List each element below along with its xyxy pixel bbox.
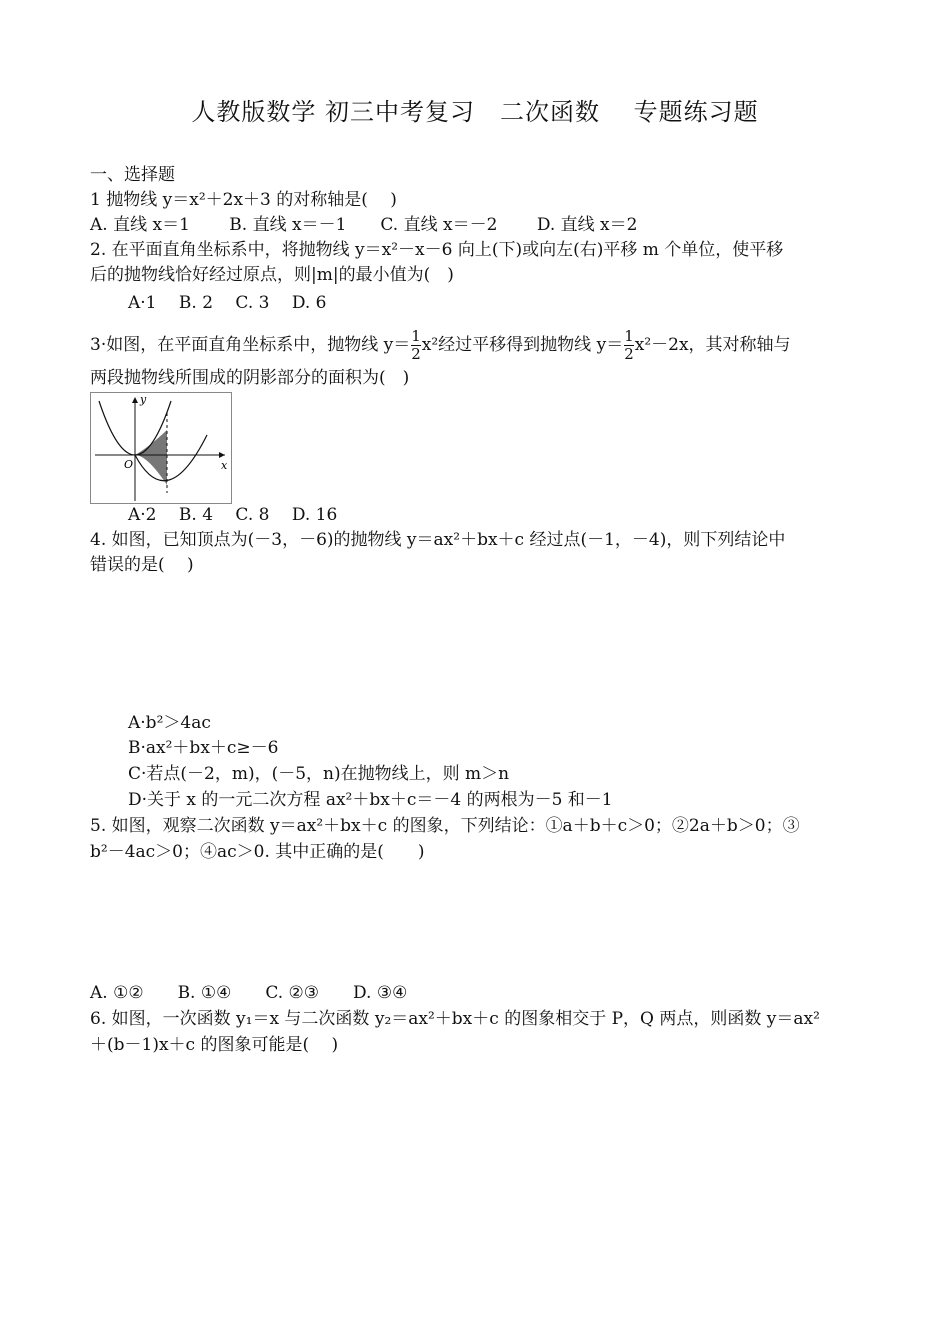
- q3-options: A·2 B. 4 C. 8 D. 16: [128, 505, 338, 525]
- q1-stem: 1 抛物线 y＝x²＋2x＋3 的对称轴是( ): [90, 190, 397, 210]
- x-axis-arrow: [219, 452, 225, 458]
- q4-stem-line2: 错误的是( ): [90, 555, 194, 575]
- shaded-region: [135, 430, 167, 485]
- q6-stem-line2: ＋(b－1)x＋c 的图象可能是( ): [90, 1035, 339, 1055]
- fraction-numerator-2: 1: [624, 327, 634, 345]
- q3-stem-line2: 两段抛物线所围成的阴影部分的面积为( ): [90, 368, 410, 388]
- y-axis-arrow: [132, 397, 138, 403]
- q5-stem-line2: b²－4ac＞0；④ac＞0. 其中正确的是( ): [90, 842, 425, 862]
- q4-stem-line1: 4. 如图，已知顶点为(－3，－6)的抛物线 y＝ax²＋bx＋c 经过点(－1，－4)，则下列结论中: [90, 530, 786, 550]
- parabola-graph: [91, 393, 231, 503]
- y-axis-label: y: [140, 393, 147, 406]
- fraction-denominator-2: 2: [624, 345, 634, 363]
- fraction-denominator: 2: [411, 345, 421, 363]
- x-axis-label: x: [221, 459, 228, 472]
- fraction-numerator: 1: [411, 327, 421, 345]
- q4-option-d: D·关于 x 的一元二次方程 ax²＋bx＋c＝－4 的两根为－5 和－1: [128, 790, 613, 810]
- origin-label: O: [124, 458, 134, 471]
- q3-stem-part-b: x²经过平移得到抛物线 y＝: [421, 335, 624, 355]
- fraction-one-half: [411, 328, 421, 363]
- q5-options: A. ①② B. ①④ C. ②③ D. ③④: [90, 983, 408, 1003]
- q2-stem-line1: 2. 在平面直角坐标系中，将抛物线 y＝x²－x－6 向上(下)或向左(右)平移 m 个单位，使平移: [90, 240, 784, 260]
- q6-stem-line1: 6. 如图，一次函数 y₁＝x 与二次函数 y₂＝ax²＋bx＋c 的图象相交于 P，Q 两点，则函数 y＝ax²: [90, 1009, 820, 1029]
- q4-option-c: C·若点(－2，m)，(－5，n)在抛物线上，则 m＞n: [128, 764, 510, 784]
- q3-stem-line1: [90, 328, 791, 363]
- q1-options: A. 直线 x＝1 B. 直线 x＝－1 C. 直线 x＝－2 D. 直线 x＝2: [90, 215, 638, 235]
- parabola-figure: [90, 392, 232, 504]
- fraction-one-half-2: [624, 328, 634, 363]
- q2-stem-line2: 后的抛物线恰好经过原点，则|m|的最小值为( ): [90, 265, 454, 285]
- q4-option-a: A·b²＞4ac: [128, 713, 211, 733]
- q3-stem-part-c: x²－2x，其对称轴与: [634, 335, 791, 355]
- page-title: 人教版数学 初三中考复习 二次函数 专题练习题: [191, 98, 759, 126]
- section-heading: 一、选择题: [90, 165, 175, 185]
- q4-option-b: B·ax²＋bx＋c≥－6: [128, 738, 279, 758]
- q5-stem-line1: 5. 如图，观察二次函数 y＝ax²＋bx＋c 的图象，下列结论：①a＋b＋c＞0；②2a＋b＞0；③: [90, 816, 800, 836]
- q3-stem-part-a: 3·如图，在平面直角坐标系中，抛物线 y＝: [90, 335, 411, 355]
- q2-options: A·1 B. 2 C. 3 D. 6: [128, 293, 327, 313]
